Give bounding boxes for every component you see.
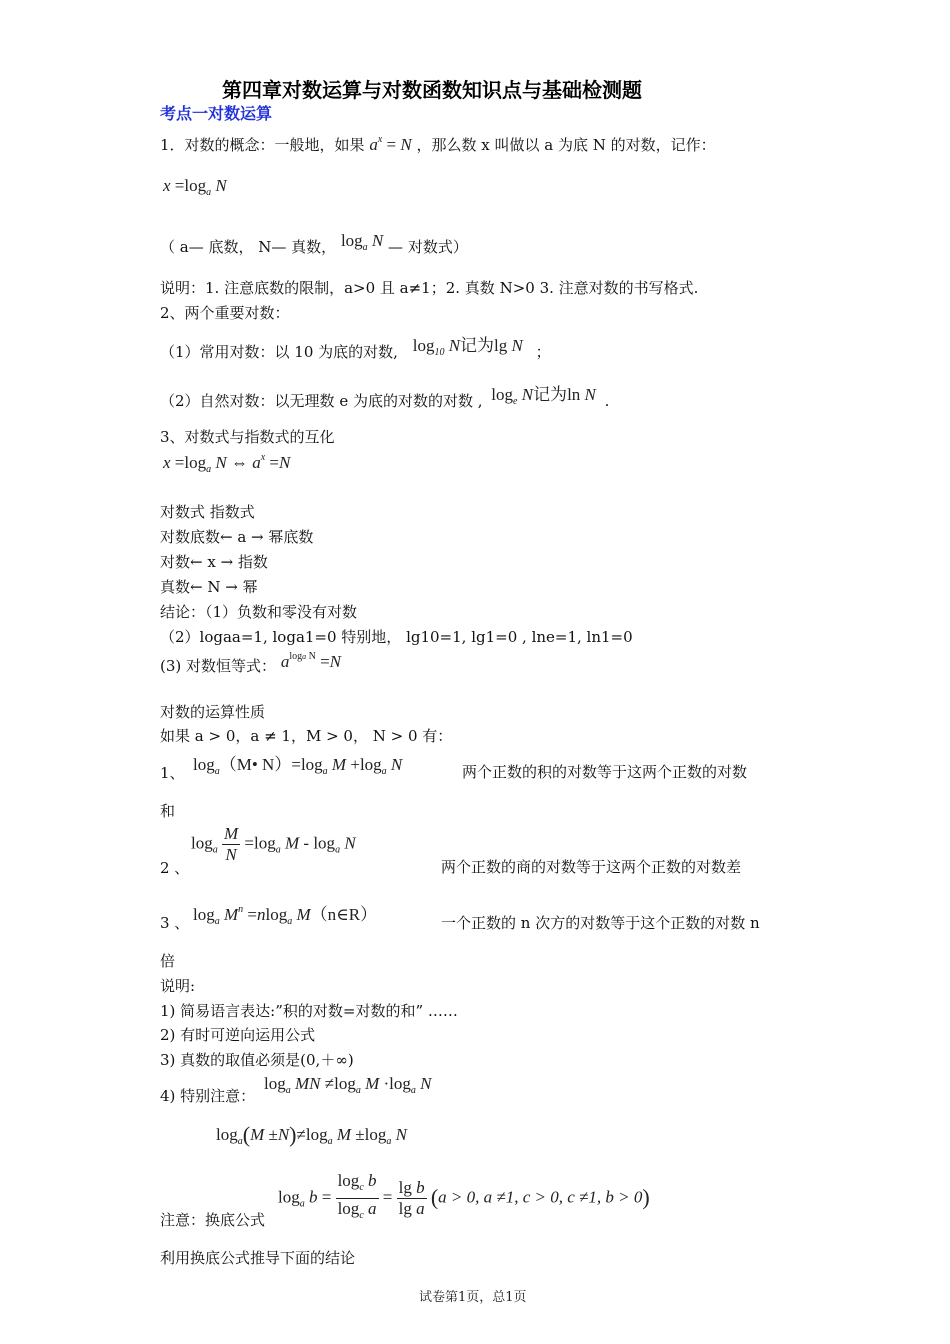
formula-ln: $\log_e N$记为ln N — [491, 385, 596, 407]
rule-1-text: 两个正数的积的对数等于这两个正数的对数 — [462, 763, 748, 781]
table-head: 对数式 指数式 — [160, 503, 255, 521]
identity-line: (3) 对数恒等式： $a^{loga N} =N$ — [160, 651, 342, 675]
formula-sum-warning: $\log_a(M \pm N)\ne\log_a$ $M \pm\log_a$ N — [216, 1122, 407, 1147]
rule-1-num: 1、 — [160, 764, 185, 782]
section-heading: 考点一对数运算 — [160, 104, 273, 123]
rule-3-text: 一个正数的 n 次方的对数等于这个正数的对数 n — [441, 914, 760, 932]
derive-line: 利用换底公式推导下面的结论 — [160, 1249, 356, 1267]
page-title: 第四章对数运算与对数函数知识点与基础检测题 — [222, 78, 642, 102]
base-notes: （ a— 底数， N— 真数， $\log_a N$ — 对数式） — [160, 231, 468, 256]
formula-x-log: $x =\log_a$ N — [163, 176, 227, 198]
props-heading: 对数的运算性质 — [160, 703, 266, 721]
formula-product-rule: $\log_a(M•$ $N)=\log_a$ $M +\log_a$ N — [193, 755, 403, 777]
table-row: 对数← x → 指数 — [160, 553, 268, 571]
formula-quotient-rule: $\log_a$ $\frac{M}{N}$ $=\log_a$ M - $\log_a N$ — [191, 824, 356, 864]
table-row: 对数底数← a → 幂底数 — [160, 528, 314, 546]
rule-1-wrap: 和 — [160, 802, 176, 820]
natural-log-line: （2）自然对数：以无理数 e 为底的对数的对数 , $\log_e N$记为ln N . — [160, 385, 610, 410]
formula-identity: $a^{loga N} =N$ — [280, 651, 342, 671]
formula-conversion: $x =\log_a$ N ⇔ $a^x =N$ — [163, 452, 291, 475]
definition-text-2: ，那么数 x 叫做以 a 为底 N 的对数，记作： — [416, 136, 716, 154]
formula-power-rule: $\log_a M^n =nlog_a$ M（n∈R） — [193, 904, 378, 927]
conclusion-line: （2）logaa=1, loga1=0 特别地， lg10=1, lg1=0 , lne=1, ln1=0 — [160, 628, 633, 646]
note-item: 1) 简易语言表达:”积的对数=对数的和” …… — [160, 1002, 458, 1020]
conversion-heading: 3、对数式与指数式的互化 — [160, 428, 335, 446]
definition-text: 1．对数的概念：一般地，如果 — [160, 136, 365, 154]
rule-3-wrap: 倍 — [160, 952, 176, 970]
common-log-line: （1）常用对数：以 10 为底的对数, $\log_{10} N$记为lg N ； — [160, 336, 551, 361]
note-line: 说明：1. 注意底数的限制，a>0 且 a≠1；2. 真数 N>0 3. 注意对数的书写格式. — [160, 279, 699, 297]
page-footer: 试卷第1页，总1页 — [419, 1290, 527, 1305]
two-logs-heading: 2、两个重要对数： — [160, 304, 290, 322]
fraction: $\frac{\log_c b}{\log_c a}$ — [337, 1171, 377, 1221]
rule-2-text: 两个正数的商的对数等于这两个正数的对数差 — [441, 858, 742, 876]
formula-change-of-base: $\log_a b$ = $\frac{\log_c b}{\log_c a}$ = $\frac{\text{lg b}}{\text{lg a}}$ (a > 0, a ≠1, c > 0, c ≠1, b > 0) — [278, 1171, 650, 1226]
formula-product-warning: $\log_a$ MN $\ne\log_a$ $M \cdot\log_a$ N — [264, 1074, 432, 1096]
definition-line — [160, 134, 716, 155]
note-item: 2) 有时可逆向运用公式 — [160, 1026, 316, 1044]
props-condition: 如果 a > 0，a ≠ 1，M > 0， N > 0 有： — [160, 727, 453, 745]
rule-2-num: 2 、 — [160, 859, 190, 877]
note-item: 3) 真数的取值必须是(0,＋∞) — [160, 1051, 354, 1069]
fraction: $\frac{M}{N}$ — [223, 824, 239, 864]
formula-lg: $\log_{10} N$记为lg N — [412, 336, 523, 358]
note-item: 4) 特别注意： — [160, 1087, 256, 1105]
fraction: $\frac{\text{lg b}}{\text{lg a}}$ — [398, 1178, 425, 1218]
change-base-label: 注意：换底公式 — [160, 1211, 266, 1229]
formula-log-a-n: $\log_a N$ — [340, 231, 384, 253]
conclusion-line: 结论：（1）负数和零没有对数 — [160, 603, 358, 621]
rule-3-num: 3 、 — [160, 914, 190, 932]
table-row: 真数← N → 幂 — [160, 578, 258, 596]
formula-a-pow-x: $a^x = N$ — [369, 134, 412, 154]
note-heading: 说明: — [160, 977, 196, 995]
